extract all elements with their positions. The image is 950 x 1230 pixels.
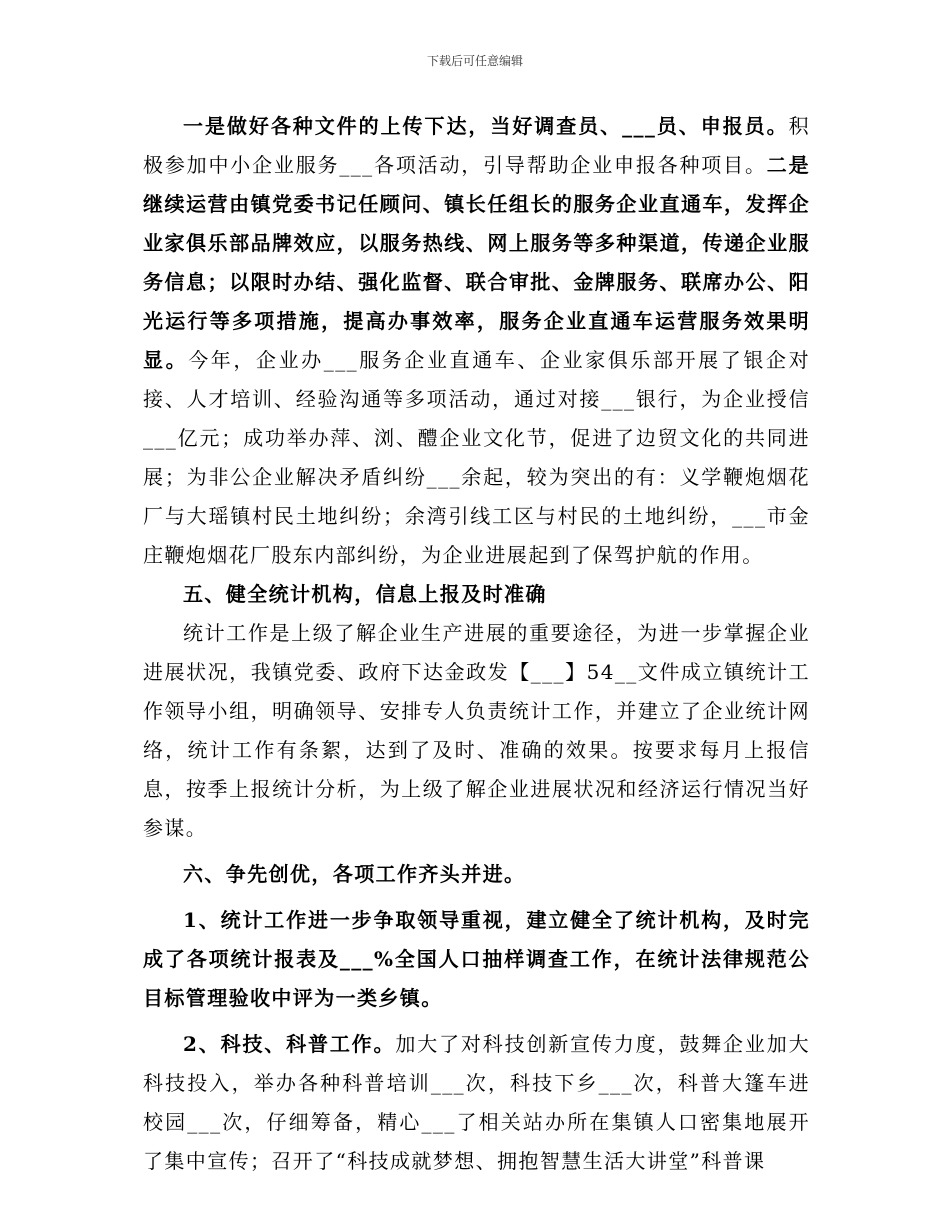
paragraph-item-one: 1、统计工作进一步争取领导重视，建立健全了统计机构，及时完成了各项统计报表及___%全国人口抽样调查工作，在统计法律规范公目标管理验收中评为一类乡镇。 — [143, 908, 810, 1010]
paragraph-statistics: 统计工作是上级了解企业生产进展的重要途径，为进一步掌握企业进展状况，我镇党委、政府下达金政发【___】54__文件成立镇统计工作领导小组，明确领导、安排专人负责统计工作，并建立了企业统计网络，统计工作有条絮，达到了及时、准确的效果。按要求每月上报信息，按季上报统计分析，为上级了解企业进展状况和经济运行情况当好参谋。 — [143, 621, 810, 840]
paragraph-service-work — [143, 107, 810, 575]
bold-lead-two: 二是继续运营由镇党委书记任顾问、镇长任组长的服务企业直通车，发挥企业家俱乐部品牌效应，以服务热线、网上服务等多种渠道，传递企业服务信息；以限时办结、强化监督、联合审批、金牌服务、联席办公、阳光运行等多项措施，提高办事效率，服务企业直通车运营服务效果明显。 — [143, 153, 811, 372]
text-run: 积极参加中小企业服务___各项活动，引导帮助企业申报各种项目。 — [143, 114, 810, 177]
heading-section-five: 五、健全统计机构，信息上报及时准确 — [183, 582, 547, 606]
document-body — [143, 107, 810, 1181]
item-two-title: 2、科技、科普工作。 — [183, 1032, 396, 1056]
text-run: 今年，企业办___服务企业直通车、企业家俱乐部开展了银企对接、人才培训、经验沟通等多项活动，通过对接___银行，为企业授信___亿元；成功举办萍、浏、醴企业文化节，促进了边贸文化的共同进展；为非公企业解决矛盾纠纷___余起，较为突出的有：义学鞭炮烟花厂与大瑶镇村民土地纠纷；余湾引线工区与村民的土地纠纷，___市金庄鞭炮烟花厂股东内部纠纷，为企业进展起到了保驾护航的作用。 — [143, 348, 810, 567]
page-header: 下载后可任意编辑 — [426, 54, 523, 68]
paragraph-item-two — [143, 1025, 810, 1181]
heading-section-six: 六、争先创优，各项工作齐头并进。 — [183, 862, 526, 886]
bold-lead-one: 一是做好各种文件的上传下达，当好调查员、___员、申报员。 — [183, 114, 789, 138]
text-run: 加大了对科技创新宣传力度，鼓舞企业加大科技投入，举办各种科普培训___次，科技下乡___次，科普大篷车进校园___次，仔细筹备，精心___了相关站办所在集镇人口密集地展开了集中宣传；召开了“科技成就梦想、拥抱智慧生活大讲堂”科普课 — [143, 1032, 810, 1173]
